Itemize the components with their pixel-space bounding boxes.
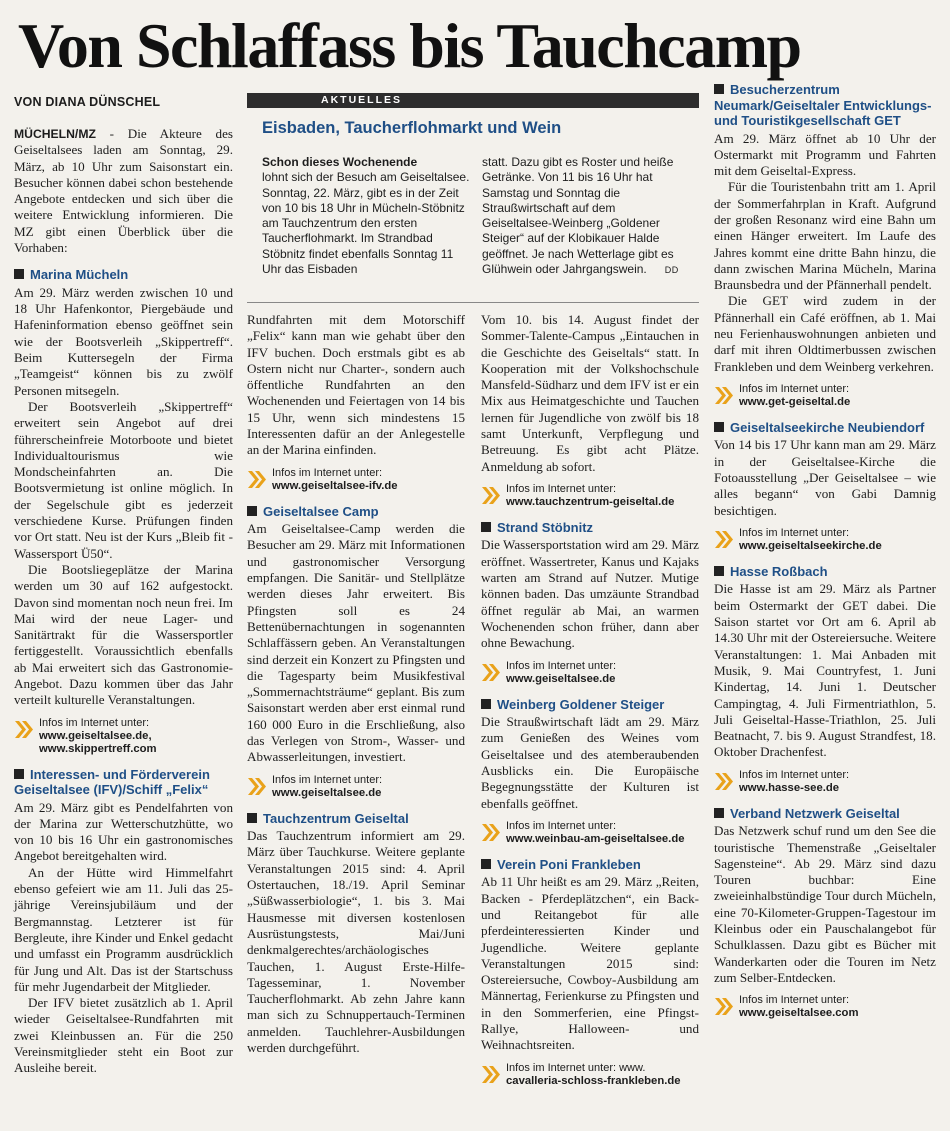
column-4	[714, 82, 936, 1024]
info-url[interactable]: cavalleria-schloss-frankleben.de	[506, 1074, 681, 1087]
section-title-strand: Strand Stöbnitz	[481, 520, 699, 536]
paragraph: Das Netzwerk schuf rund um den See die touristische Themenstraße „Geiseltaler Sagensteine“. Ab 29. März sind dazu Touren buchbar: Eine zweieinhalbstündige Tour durch Mücheln, eine 70-Kilometer-Gruppen-Tagestour im Kleinbus oder ein Pauschalangebot für Schulklassen. Dazu gibt es Bücher mit Wanderkarten oder die Touren im Netz zum Selber-Entdecken.	[714, 823, 936, 985]
info-label: Infos im Internet unter:	[739, 526, 850, 539]
headline: Von Schlaffass bis Tauchcamp	[18, 10, 801, 81]
aktuelles-column-right	[482, 155, 687, 278]
section-title-ifv: Interessen- und Förderverein Geiseltalsee (IFV)/Schiff „Felix“	[14, 766, 210, 798]
orange-chevron-arrow-icon	[481, 486, 501, 505]
orange-chevron-arrow-icon	[714, 386, 734, 405]
info-label: Infos im Internet unter:	[272, 466, 383, 479]
section-title-weinberg: Weinberg Goldener Steiger	[481, 697, 699, 713]
info-label: Infos im Internet unter:	[506, 482, 617, 495]
paragraph: Der IFV bietet zusätzlich ab 1. April wieder Geiseltalsee-Rundfahrten mit zwei Kleinbussen an. Für die 250 Vereinsmitglieder steht ein Boot zur Ausleihe bereit.	[14, 995, 233, 1076]
aktuelles-lead: Schon dieses Wochenende	[262, 155, 418, 169]
info-url[interactable]: www.geiseltalsee.de	[272, 786, 382, 799]
info-box	[714, 527, 936, 553]
square-bullet-icon	[14, 269, 24, 279]
orange-chevron-arrow-icon	[247, 470, 267, 489]
square-bullet-icon	[481, 522, 491, 532]
aktuelles-title: Eisbaden, Taucherflohmarkt und Wein	[262, 119, 562, 137]
aktuelles-box	[247, 93, 699, 302]
info-url[interactable]: www.geiseltalsee.de, www.skippertreff.com	[39, 729, 157, 755]
orange-chevron-arrow-icon	[481, 663, 501, 682]
orange-chevron-arrow-icon	[714, 997, 734, 1016]
paragraph: Am 29. März gibt es Pendelfahrten von der Marina zur Wetterschutzhütte, wo von 10 bis 16 Uhr ein gastronomisches Angebot bereitgehalten wird.	[14, 799, 233, 864]
paragraph: Das Tauchzentrum informiert am 29. März über Tauchkurse. Weitere geplante Veranstaltungen 2015 sind: 4. April Ostertauchen, 18./19. April Seminar „Süßwasserbiologie“, 1. bis 3. Mai Hausmesse mit diversen kostenlosen Ausrüstungstests, Mai/Juni denkmalgerechtes/archäologisches Tauchen, 1. August Erste-Hilfe-Tagesseminar, 1. November Taucherflohmarkt. Ab zehn Jahre kann man sich zu Schnuppertauch-Terminen anmelden. Tauchlehrer-Ausbildungen werden durchgeführt.	[247, 828, 465, 1055]
paragraph: Die Wassersportstation wird am 29. März eröffnet. Wassertreter, Kanus und Kajaks warten am Strand auf Nutzer. Mutige können baden. Das umzäunte Strandbad öffnet regulär ab Mai, an warmen Wochenenden schon früher, dann aber ohne Bewachung.	[481, 537, 699, 651]
kicker-label: AKTUELLES	[321, 94, 402, 106]
byline: VON DIANA DÜNSCHEL	[14, 95, 161, 109]
aktuelles-text-2: statt. Dazu gibt es Roster und heiße Getränke. Von 11 bis 16 Uhr hat Samstag und Sonntag die Straußwirtschaft auf dem Geiseltalsee-Weinberg „Goldener Steiger“ auf der Klobikauer Halde geöffnet. Je nach Wetterlage gibt es Glühwein oder Jahrgangswein.	[482, 155, 674, 277]
paragraph: Am 29. März werden zwischen 10 und 18 Uhr Hafenkontor, Piergebäude und Hafeninformation ebenso geöffnet sein wie der Bootsverleih „Skippertreff“. Beim Kuttersegeln der Firma „Teamgeist“ können bis zu zwölf Personen mitsegeln.	[14, 284, 233, 398]
info-box	[247, 774, 465, 800]
aktuelles-column-left	[262, 155, 472, 277]
column-3	[481, 312, 699, 1092]
info-box	[481, 1062, 699, 1088]
paragraph: Die Hasse ist am 29. März als Partner beim Ostermarkt der GET dabei. Die Saison startet vor Ort am 6. April ab 14.30 Uhr mit der Ostereiersuche. Weitere Veranstaltungen: 1. Mai Anbaden mit Musik, 9. Mai Countryfest, 1. Juni Kindertag, 14. Juni 1. Deutscher Campingtag, 4. Juli Firmentriathlon, 5. Juli Geiseltal-Hasse-Triathlon, 25. Juli Beatnacht, 7. bis 9. August Strandfest, 18. Oktober Drachenfest.	[714, 581, 936, 760]
square-bullet-icon	[247, 506, 257, 516]
square-bullet-icon	[481, 859, 491, 869]
intro-paragraph: MÜCHELN/MZ - Die Akteure des Geiseltalsees laden am Sonntag, 29. März, ab 10 Uhr zum Saisonstart ein. Besucher können dabei schon bestehende Angebote entdecken und sich über die weitere Entwicklung informieren. Die MZ gibt einen Überblick über die Vorhaben:	[14, 126, 233, 256]
aktuelles-text-1: lohnt sich der Besuch am Geiseltalsee. Sonntag, 22. März, gibt es in der Zeit von 10 bis 18 Uhr in Mücheln-Stöbnitz am Tauchzentrum den ersten Taucherflohmarkt. Im Strandbad Stöbnitz findet ebenfalls Sonntag 11 Uhr das Eisbaden	[262, 170, 470, 277]
info-box	[714, 769, 936, 795]
info-label: Infos im Internet unter:	[739, 382, 850, 395]
info-label: Infos im Internet unter:	[739, 768, 850, 781]
section-title-camp: Geiseltalsee Camp	[247, 504, 465, 520]
box-divider	[247, 302, 699, 303]
info-label: Infos im Internet unter:	[506, 659, 617, 672]
info-box	[714, 994, 936, 1020]
info-box	[481, 820, 699, 846]
paragraph: Die GET wird zudem in der Pfännerhall ein Café eröffnen, ab 1. Mai neu Ferienhauswohnungen anbieten und darf mit ihren Oldtimerbussen zwischen Frankleben und dem Weinberg verkehren.	[714, 293, 936, 374]
orange-chevron-arrow-icon	[714, 530, 734, 549]
section-title-hasse: Hasse Roßbach	[714, 564, 936, 580]
info-url[interactable]: www.hasse-see.de	[739, 781, 840, 794]
square-bullet-icon	[714, 422, 724, 432]
section-title-besucherzentrum: Besucherzentrum Neumark/Geiseltaler Entwicklungs- und Touristikgesellschaft GET	[714, 82, 932, 128]
column-2	[247, 312, 465, 1056]
info-box	[14, 717, 233, 756]
paragraph: Am 29. März öffnet ab 10 Uhr der Ostermarkt mit Programm und Fahrten mit dem Geiseltal-Express.	[714, 130, 936, 179]
info-box	[714, 383, 936, 409]
square-bullet-icon	[247, 813, 257, 823]
paragraph: An der Hütte wird Himmelfahrt ebenso gefeiert wie am 11. Juli das 25-jährige Vereinsjubiläum und der Bergmannstag. Letzterer ist für Bergleute, ihre Kinder und Enkel gedacht und umfasst ein Programm ausdrücklich für Jung und Alt. Das ist der Startschuss für mehr Jugendarbeit der Mitglieder.	[14, 864, 233, 994]
orange-chevron-arrow-icon	[247, 777, 267, 796]
section-title-netzwerk: Verband Netzwerk Geiseltal	[714, 806, 936, 822]
square-bullet-icon	[714, 808, 724, 818]
paragraph: Ab 11 Uhr heißt es am 29. März „Reiten, Backen - Pferdeplätzchen“, ein Back- und Reitangebot für alle pferdeinteressierten Kinder und Jugendliche. Weitere geplante Veranstaltungen 2015 sind: Ostereiersuche, Cowboy-Ausbildung am Männertag, Ferienkurse zu Pfingsten und in den Sommerferien, eine Pfingst-Rallye, Halloween- und Weihnachtsreiten.	[481, 874, 699, 1053]
info-url[interactable]: www.weinbau-am-geiseltalsee.de	[506, 832, 685, 845]
section-title-kirche: Geiseltalseekirche Neubiendorf	[714, 420, 936, 436]
dateline: MÜCHELN/MZ	[14, 127, 96, 141]
orange-chevron-arrow-icon	[714, 772, 734, 791]
paragraph: Rundfahrten mit dem Motorschiff „Felix“ kann man wie gehabt über den IFV buchen. Doch erstmals gibt es ab Ostern nicht nur Charter-, sondern auch öffentliche Rundfahrten an den Wochenenden und Feiertagen von 14 bis 15 Uhr, wenn sich mindestens 15 Interessenten dafür an der Anlegestelle an der Marina einfinden.	[247, 312, 465, 458]
info-label: Infos im Internet unter:	[739, 994, 850, 1007]
info-box	[481, 483, 699, 509]
info-box	[481, 660, 699, 686]
author-signature: DD	[664, 265, 679, 276]
paragraph: Die Straußwirtschaft lädt am 29. März zum Genießen des Weines vom Geiseltalsee und des atemberaubenden Ausblicks ein. Die Europäische Begegnungsstätte der Kulturen ist ebenfalls geöffnet.	[481, 714, 699, 811]
info-box	[247, 467, 465, 493]
info-url[interactable]: www.tauchzentrum-geiseltal.de	[506, 495, 675, 508]
square-bullet-icon	[714, 84, 724, 94]
info-url[interactable]: www.get-geiseltal.de	[739, 395, 851, 408]
info-label: Infos im Internet unter: www.	[506, 1061, 646, 1074]
info-label: Infos im Internet unter:	[272, 773, 383, 786]
kicker-bar	[247, 93, 699, 108]
section-title-tauchzentrum: Tauchzentrum Geiseltal	[247, 811, 465, 827]
square-bullet-icon	[14, 769, 24, 779]
paragraph: Am Geiseltalsee-Camp werden die Besucher am 29. März mit Informationen und gastronomischer Versorgung empfangen. Die Sanitär- und Stellplätze werden dieses Jahr erweitert. Bis Pfingsten soll es 24 Bettenübernachtungen in sogenannten Schlaffässern geben. An Veranstaltungen sind derzeit ein Konzert zu Pfingsten und die Tagesparty beim Musikfestival „Sommernachtsträume“ geplant. Bis zum Saisonstart werden aber erst einmal rund 160 000 Euro in die Erschließung, also das Verlegen von Strom-, Wasser- und Abwasserleitungen, investiert.	[247, 521, 465, 765]
paragraph: Der Bootsverleih „Skippertreff“ erweitert sein Angebot auf drei führerscheinfreie Motorboote und bietet Individualtourismus wie Mondscheinfahrten an. Die Bootsvermietung ist online möglich. In der Segelschule gibt es jederzeit verschiedene Kurse. Prüfungen finden vor Ort statt. Neu ist der Kurs „Bleib fit - Wassersport Ü50“.	[14, 398, 233, 561]
info-label: Infos im Internet unter:	[506, 819, 617, 832]
square-bullet-icon	[714, 566, 724, 576]
orange-chevron-arrow-icon	[14, 720, 34, 739]
paragraph: Für die Touristenbahn tritt am 1. April der Sommerfahrplan in Kraft. Aufgrund der großen Resonanz wird eine Bahn um einen Hänger erweitert. Im Laufe des Jahres kommt eine dritte Bahn hinzu, die dann zwischen Marina Mücheln, Marina Braunsbedra und der Pfännerhall pendelt.	[714, 179, 936, 293]
paragraph: Die Bootsliegeplätze der Marina werden um 30 auf 162 aufgestockt. Davon sind momentan noch neun frei. Im Mai wird der neue Lager- und Sanitärtrakt für die Wassersportler fertiggestellt. Voraussichtlich ebenfalls ab Mai erweitert sich das Gastronomie-Angebot. Dazu kommen über das Jahr verteilt kulturelle Veranstaltungen.	[14, 561, 233, 708]
section-title-poni: Verein Poni Frankleben	[481, 857, 699, 873]
info-url[interactable]: www.geiseltalsee-ifv.de	[272, 479, 398, 492]
orange-chevron-arrow-icon	[481, 823, 501, 842]
paragraph: Vom 10. bis 14. August findet der Sommer-Talente-Campus „Eintauchen in die Geschichte des Geiseltals“ statt. In Kooperation mit der Volkshochschule Mansfeld-Südharz und dem IFV ist er ein Mix aus Heimatgeschichte und Tauchen lernen für Jugendliche von zwölf bis 18 samt Unterkunft, Verpflegung und Betreuung. Es gibt acht Plätze. Anmeldung ab sofort.	[481, 312, 699, 474]
orange-chevron-arrow-icon	[481, 1065, 501, 1084]
column-1	[14, 126, 233, 1077]
info-url[interactable]: www.geiseltalseekirche.de	[739, 539, 882, 552]
square-bullet-icon	[481, 699, 491, 709]
info-url[interactable]: www.geiseltalsee.com	[739, 1007, 859, 1020]
section-title-marina: Marina Mücheln	[14, 267, 233, 283]
info-url[interactable]: www.geiseltalsee.de	[506, 672, 616, 685]
paragraph: Von 14 bis 17 Uhr kann man am 29. März in der Geiseltalsee-Kirche die Fotoausstellung „Der Geiseltalsee – wie alles begann“ von Gabi Damnig besichtigen.	[714, 437, 936, 518]
info-label: Infos im Internet unter:	[39, 716, 150, 729]
